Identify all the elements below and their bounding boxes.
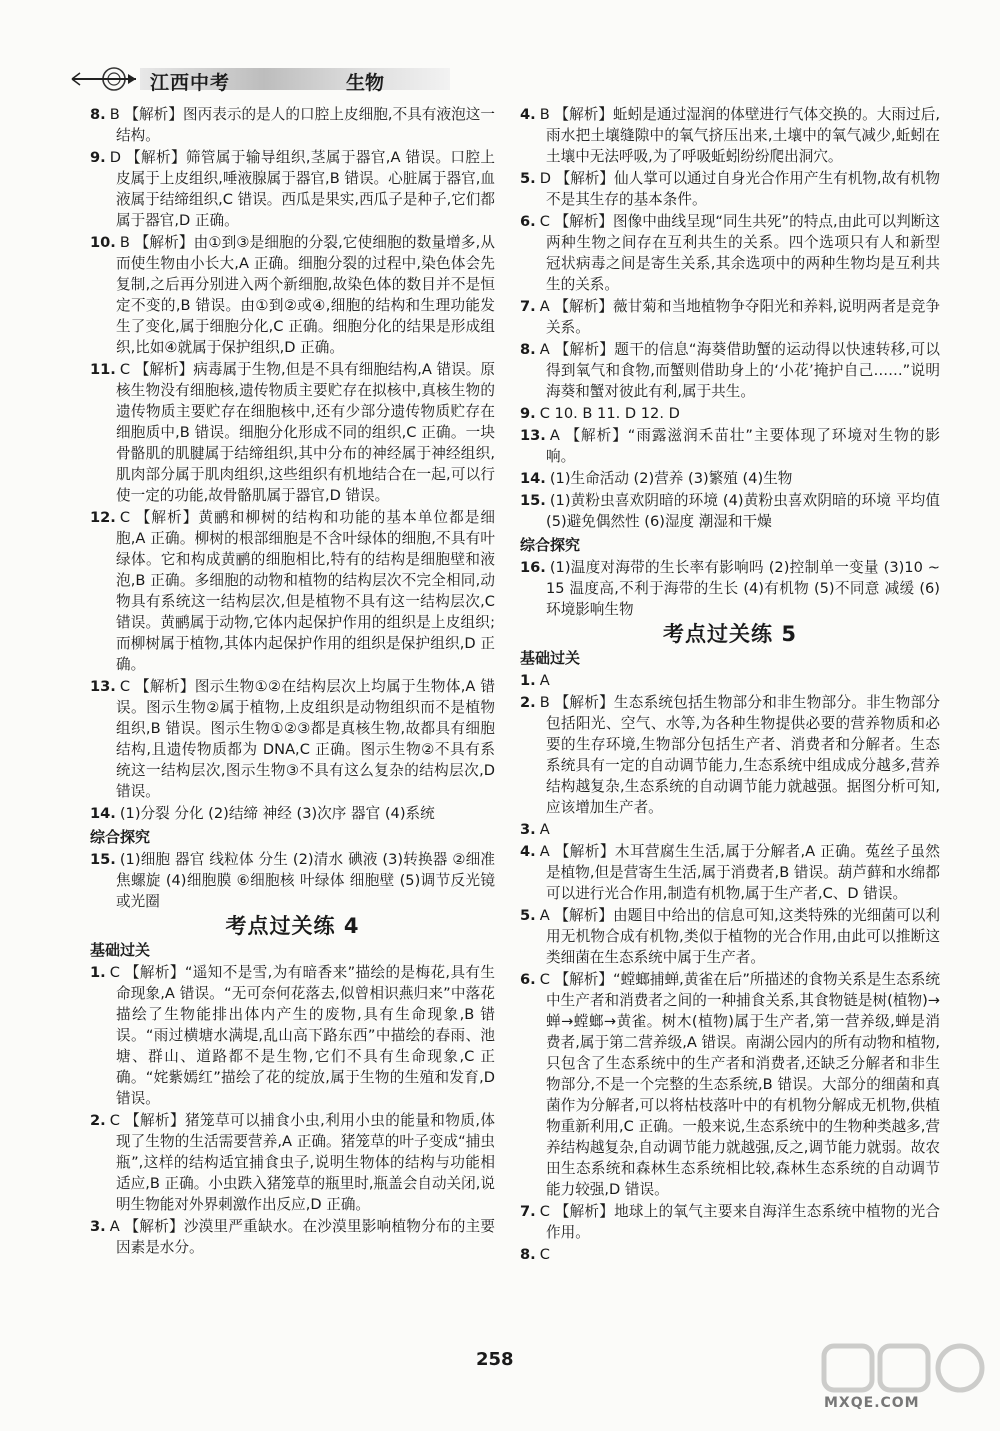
answer-item xyxy=(520,104,940,167)
question-number: 16. xyxy=(520,559,546,576)
right-column xyxy=(520,104,940,1266)
question-number: 13. xyxy=(90,678,116,695)
answer-item xyxy=(520,211,940,295)
answer-text: C 【解析】图示生物①②在结构层次上均属于生物体,A 错误。图示生物②属于植物,上皮组织是动物组织而不是植物组织,B 错误。图示生物①②③都是真核生物,故都具有细胞结构,且遗传物质都为 DNA,C 正确。图示生物②不具有系统这一结构层次,图示生物③不具有这么复杂的结构层次,D 错误。 xyxy=(116,678,495,800)
answer-text: A 【解析】沙漠里严重缺水。在沙漠里影响植物分布的主要因素是水分。 xyxy=(109,1218,495,1256)
answer-item xyxy=(90,507,495,675)
answer-text: B 【解析】生态系统包括生物部分和非生物部分。非生物部分包括阳光、空气、水等,为各种生物提供必要的营养物质和必要的生存环境,生物部分包括生产者、消费者和分解者。生态系统具有一定的自动调节能力,生态系统中组成成分越多,营养结构越复杂,生态系统的自动调节能力就越强。据图分析可知,应该增加生产者。 xyxy=(539,694,940,816)
question-number: 13. xyxy=(520,427,546,444)
answer-item xyxy=(520,692,940,818)
answer-text: A 【解析】薇甘菊和当地植物争夺阳光和养料,说明两者是竞争关系。 xyxy=(539,298,940,336)
answer-text: B 【解析】由①到③是细胞的分裂,它使细胞的数量增多,从而使生物由小长大,A 正确。细胞分裂的过程中,染色体会先复制,之后再分别进入两个新细胞,故染色体的数目并不是恒定不变的,B 错误。由①到②或④,细胞的结构和生理功能发生了变化,属于细胞分化,C 正确。细胞分化的结果是形成组织,比如④就属于保护组织,D 正确。 xyxy=(116,234,495,356)
question-number: 14. xyxy=(90,805,116,822)
answer-text: A 【解析】木耳营腐生生活,属于分解者,A 正确。菟丝子虽然是植物,但是营寄生生活,属于消费者,B 错误。葫芦藓和水绵都可以进行光合作用,制造有机物,属于生产者,C、D 错误。 xyxy=(539,843,940,902)
question-number: 5. xyxy=(520,907,536,924)
answer-text: C xyxy=(539,1246,550,1263)
answer-item xyxy=(520,168,940,210)
header-subject: 生物 xyxy=(346,72,385,94)
answer-item xyxy=(520,841,940,904)
answer-text: A xyxy=(539,821,550,838)
question-number: 11. xyxy=(90,361,116,378)
answer-item xyxy=(520,296,940,338)
answer-text: A xyxy=(539,672,550,689)
watermark-text: MXQE.COM xyxy=(824,1395,920,1411)
question-number: 7. xyxy=(520,298,536,315)
answer-item xyxy=(520,1201,940,1243)
header-title: 江西中考 xyxy=(150,72,231,94)
answer-text: C 【解析】病毒属于生物,但是不具有细胞结构,A 错误。原核生物没有细胞核,遗传物质主要贮存在拟核中,真核生物的遗传物质主要贮存在细胞核中,还有少部分遗传物质贮存在细胞质中,B 错误。细胞分化形成不同的组织,C 正确。一块骨骼肌的肌腱属于结缔组织,其中分布的神经属于神经组织,肌肉部分属于肌肉组织,这些组织有机地结合在一起,可以行使一定的功能,故骨骼肌属于器官,D 错误。 xyxy=(116,361,495,504)
question-number: 6. xyxy=(520,213,536,230)
answer-item xyxy=(90,962,495,1109)
question-number: 4. xyxy=(520,843,536,860)
page-number: 258 xyxy=(476,1349,514,1370)
answer-item xyxy=(90,232,495,358)
answer-item xyxy=(520,819,940,840)
answer-text: D 【解析】筛管属于输导组织,茎属于器官,A 错误。口腔上皮属于上皮组织,唾液腺属于器官,B 错误。心脏属于器官,血液属于结缔组织,C 错误。西瓜是果实,西瓜子是种子,它们都属于器官,D 正确。 xyxy=(109,149,495,229)
question-number: 14. xyxy=(520,470,546,487)
section-label: 综合探究 xyxy=(90,828,151,846)
question-number: 9. xyxy=(90,149,106,166)
section-label: 基础过关 xyxy=(90,941,151,959)
question-number: 8. xyxy=(90,106,106,123)
compass-arrow-icon xyxy=(70,66,140,92)
question-number: 1. xyxy=(90,964,106,981)
answer-item xyxy=(90,1216,495,1258)
answer-item xyxy=(520,490,940,532)
answer-item xyxy=(520,969,940,1200)
answer-item xyxy=(520,557,940,620)
answer-text: D 【解析】仙人掌可以通过自身光合作用产生有机物,故有机物不是其生存的基本条件。 xyxy=(539,170,940,208)
answer-text: C 【解析】猪笼草可以捕食小虫,利用小虫的能量和物质,体现了生物的生活需要营养,A 正确。猪笼草的叶子变成“捕虫瓶”,这样的结构适宜捕食虫子,说明生物体的结构与功能相适应,B 正确。小虫跌入猪笼草的瓶里时,瓶盖会自动关闭,说明生物能对外界刺激作出反应,D 正确。 xyxy=(109,1112,495,1213)
answer-item xyxy=(90,359,495,506)
answer-item xyxy=(520,339,940,402)
answer-text: C 【解析】“遥知不是雪,为有暗香来”描绘的是梅花,具有生命现象,A 错误。“无可奈何花落去,似曾相识燕归来”中落花描绘了生物能排出体内产生的废物,具有生命现象,B 错误。“雨过横塘水满堤,乱山高下路东西”中描绘的春雨、池塘、群山、道路都不是生物,它们不具有生命现象,C 正确。“姹紫嫣红”描绘了花的绽放,属于生物的生殖和发育,D 错误。 xyxy=(109,964,495,1107)
page-header xyxy=(70,64,450,94)
answer-text: C 【解析】地球上的氧气主要来自海洋生态系统中植物的光合作用。 xyxy=(539,1203,940,1241)
question-number: 9. xyxy=(520,405,536,422)
answer-item xyxy=(520,468,940,489)
question-number: 10. xyxy=(90,234,116,251)
answer-text: A 【解析】“雨露滋润禾苗壮”主要体现了环境对生物的影响。 xyxy=(546,427,940,465)
section-title: 考点过关练 5 xyxy=(663,622,797,646)
question-number: 8. xyxy=(520,341,536,358)
answer-item xyxy=(520,1244,940,1265)
answer-text: C 【解析】图像中曲线呈现“同生共死”的特点,由此可以判断这两种生物之间存在互利共生的关系。四个选项只有人和新型冠状病毒之间是寄生关系,其余选项中的两种生物均是互利共生的关系。 xyxy=(539,213,940,293)
question-number: 2. xyxy=(90,1112,106,1129)
answer-item xyxy=(90,104,495,146)
answer-item xyxy=(520,905,940,968)
question-number: 12. xyxy=(90,509,116,526)
answer-text: A 【解析】由题目中给出的信息可知,这类特殊的光细菌可以利用无机物合成有机物,类似于植物的光合作用,由此可以推断这类细菌在生态系统中属于生产者。 xyxy=(539,907,940,966)
question-number: 1. xyxy=(520,672,536,689)
answer-item xyxy=(520,403,940,424)
answer-text: A 【解析】题干的信息“海葵借助蟹的运动得以快速转移,可以得到氧气和食物,而蟹则借助身上的‘小花’掩护自己……”说明海葵和蟹对彼此有利,属于共生。 xyxy=(539,341,940,400)
answer-text: (1)黄粉虫喜欢阴暗的环境 (4)黄粉虫喜欢阴暗的环境 平均值 (5)避免偶然性 (6)湿度 潮湿和干燥 xyxy=(546,492,940,530)
answer-item xyxy=(90,676,495,802)
answer-text: (1)温度对海带的生长率有影响吗 (2)控制单一变量 (3)10 ~ 15 温度高,不利于海带的生长 (4)有机物 (5)不同意 减缓 (6)环境影响生物 xyxy=(546,559,940,618)
answer-text: (1)分裂 分化 (2)结缔 神经 (3)次序 器官 (4)系统 xyxy=(119,805,435,822)
answer-item xyxy=(90,803,495,824)
answer-text: B 【解析】蚯蚓是通过湿润的体壁进行气体交换的。大雨过后,雨水把土壤缝隙中的氧气挤压出来,土壤中的氧气减少,蚯蚓在土壤中无法呼吸,为了呼吸蚯蚓纷纷爬出洞穴。 xyxy=(539,106,940,165)
question-number: 8. xyxy=(520,1246,536,1263)
answer-item xyxy=(90,849,495,912)
question-number: 15. xyxy=(520,492,546,509)
answer-item xyxy=(90,1110,495,1215)
section-title: 考点过关练 4 xyxy=(225,914,360,938)
answer-item xyxy=(90,147,495,231)
answer-text: C 【解析】“螳螂捕蝉,黄雀在后”所描述的食物关系是生态系统中生产者和消费者之间的一种捕食关系,其食物链是树(植物)→蝉→螳螂→黄雀。树木(植物)属于生产者,第一营养级,蝉是消费者,属于第二营养级,A 错误。南湖公园内的所有动物和植物,只包含了生态系统中的生产者和消费者,还缺乏分解者和非生物部分,不是一个完整的生态系统,B 错误。大部分的细菌和真菌作为分解者,可以将枯枝落叶中的有机物分解成无机物,供植物重新利用,C 正确。一般来说,生态系统中的生物种类越多,营养结构越复杂,自动调节能力就越强,反之,调节能力就弱。故农田生态系统和森林生态系统相比较,森林生态系统的自动调节能力较强,D 错误。 xyxy=(539,971,940,1198)
answer-text: (1)细胞 器官 线粒体 分生 (2)清水 碘液 (3)转换器 ②细准焦螺旋 (4)细胞膜 ⑥细胞核 叶绿体 细胞壁 (5)调节反光镜或光圈 xyxy=(116,851,495,910)
answer-item xyxy=(520,670,940,691)
question-number: 3. xyxy=(90,1218,106,1235)
answer-text: C 10. B 11. D 12. D xyxy=(539,405,680,422)
question-number: 2. xyxy=(520,694,536,711)
answer-text: (1)生命活动 (2)营养 (3)繁殖 (4)生物 xyxy=(549,470,793,487)
question-number: 3. xyxy=(520,821,536,838)
answer-text: B 【解析】图丙表示的是人的口腔上皮细胞,不具有液泡这一结构。 xyxy=(109,106,495,144)
answer-text: C 【解析】黄鹂和柳树的结构和功能的基本单位都是细胞,A 正确。柳树的根部细胞是不含叶绿体的细胞,不具有叶绿体。它和构成黄鹂的细胞相比,特有的结构是细胞壁和液泡,B 正确。多细胞的动物和植物的结构层次不完全相同,动物具有系统这一结构层次,但是植物不具有这一结构层次,C 错误。黄鹂属于动物,它体内起保护作用的组织是上皮组织;而柳树属于植物,其体内起保护作用的组织是保护组织,D 正确。 xyxy=(116,509,495,673)
question-number: 5. xyxy=(520,170,536,187)
section-label: 基础过关 xyxy=(520,649,581,667)
left-column xyxy=(90,104,495,1259)
question-number: 7. xyxy=(520,1203,536,1220)
question-number: 4. xyxy=(520,106,536,123)
question-number: 15. xyxy=(90,851,116,868)
answer-item xyxy=(520,425,940,467)
section-label: 综合探究 xyxy=(520,536,581,554)
question-number: 6. xyxy=(520,971,536,988)
